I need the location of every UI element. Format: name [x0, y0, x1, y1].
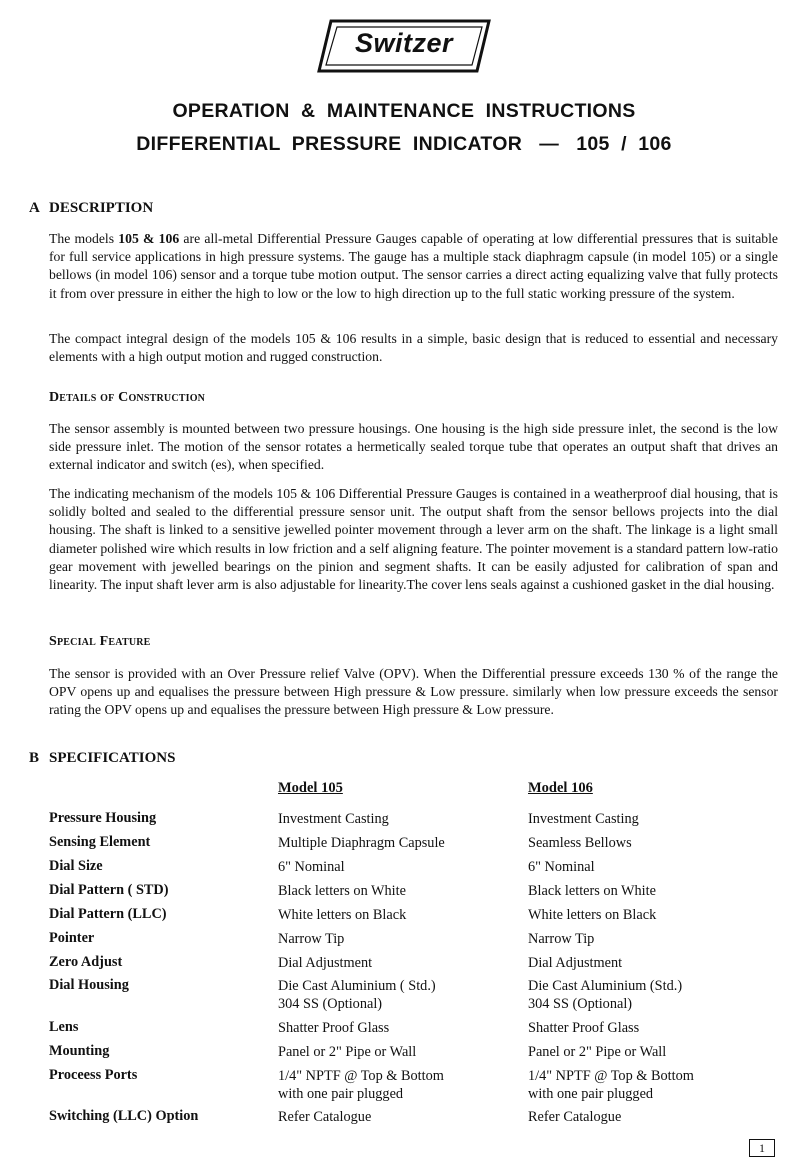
- switzer-logo: [317, 18, 491, 74]
- section-b-letter: B: [29, 750, 40, 766]
- spec-value-106: Refer Catalogue: [528, 1109, 622, 1125]
- section-b-title: SPECIFICATIONS: [49, 750, 176, 766]
- spec-label: Zero Adjust: [49, 954, 123, 970]
- spec-label: Dial Pattern ( STD): [49, 882, 169, 898]
- spec-value-106: Shatter Proof Glass: [528, 1020, 640, 1036]
- spec-value-106: Panel or 2" Pipe or Wall: [528, 1044, 667, 1060]
- section-a-letter: A: [29, 200, 40, 216]
- p1-lead: The models: [49, 231, 119, 246]
- page-number: 1: [749, 1139, 775, 1157]
- logo-text: Switzer: [354, 28, 454, 58]
- spec-label: Dial Housing: [49, 977, 129, 993]
- p1-models-bold: 105 & 106: [118, 231, 180, 246]
- page-title-line1: OPERATION & MAINTENANCE INSTRUCTIONS: [172, 100, 636, 122]
- spec-label: Dial Pattern (LLC): [49, 906, 167, 922]
- special-feature-paragraph: The sensor is provided with an Over Pressure relief Valve (OPV). When the Differential pressure exceeds 130 % of the range the OPV opens up and equalises the pressure between High pressure & Low pressure. similarly when low pressure exceeds the sensor rating the OPV opens up and equalises the pressure between High pressure & Low pressure.: [49, 666, 778, 718]
- section-a-title: DESCRIPTION: [49, 200, 154, 216]
- spec-value-105: White letters on Black: [278, 907, 407, 923]
- special-feature-heading: Special Feature: [49, 634, 151, 649]
- spec-value-106: Seamless Bellows: [528, 835, 632, 851]
- spec-value-105: Black letters on White: [278, 883, 406, 899]
- spec-value-105: Dial Adjustment: [278, 955, 373, 971]
- model-105-header: Model 105: [278, 780, 343, 796]
- spec-value-106: 1/4" NPTF @ Top & Bottom with one pair plugged: [528, 1068, 694, 1102]
- spec-label: Proceess Ports: [49, 1067, 138, 1083]
- spec-label: Mounting: [49, 1043, 110, 1059]
- spec-label: Pressure Housing: [49, 810, 157, 826]
- spec-value-105: 1/4" NPTF @ Top & Bottom with one pair plugged: [278, 1068, 444, 1102]
- spec-label: Pointer: [49, 930, 95, 946]
- p1-body: are all-metal Differential Pressure Gauges capable of operating at low differential pressures that is suitable for full service applications in high pressure systems. The gauge has a multiple stack diaphragm capsule (in model 105) or a single bellows (in model 106) sensor and a torque tube motion output. The sensor carries a direct acting equalizing valve that fully protects it from over pressure in either the high to low or the low to high direction up to the full static working pressure of the system.: [49, 231, 778, 301]
- spec-label: Sensing Element: [49, 834, 151, 850]
- page-title-line2: DIFFERENTIAL PRESSURE INDICATOR — 105 / 106: [136, 133, 672, 155]
- spec-value-105: Refer Catalogue: [278, 1109, 372, 1125]
- spec-value-106: 6" Nominal: [528, 859, 595, 875]
- spec-value-106: Die Cast Aluminium (Std.) 304 SS (Optional): [528, 978, 683, 1012]
- spec-label: Dial Size: [49, 858, 103, 874]
- description-paragraph-1: [49, 230, 778, 303]
- spec-value-106: Black letters on White: [528, 883, 656, 899]
- spec-value-105: Die Cast Aluminium ( Std.) 304 SS (Optional): [278, 978, 436, 1012]
- construction-paragraph-2: The indicating mechanism of the models 105 & 106 Differential Pressure Gauges is contained in a weatherproof dial housing, that is solidly bolted and sealed to the differential pressure sensor unit. The output shaft from the sensor bellows projects into the dial housing. The shaft is linked to a sensitive jewelled pointer movement through a lever arm on the shaft. The linkage is a light small diameter polished wire which results in low friction and a self aligning feature. The pointer movement is a standard pattern low-ratio gear movement with jewelled bearings on the pinion and segment shafts. It can be easily adjusted for calibration of span and linearity. The input shaft lever arm is also adjustable for linearity.The cover lens seals against a cushioned gasket in the dial housing.: [49, 486, 778, 593]
- construction-heading: Details of Construction: [49, 390, 206, 405]
- spec-value-105: Narrow Tip: [278, 931, 345, 947]
- spec-value-106: White letters on Black: [528, 907, 657, 923]
- description-paragraph-2: The compact integral design of the models 105 & 106 results in a simple, basic design that is reduced to essential and necessary elements with a high output motion and rugged construction.: [49, 331, 778, 365]
- spec-value-105: Investment Casting: [278, 811, 389, 827]
- spec-value-106: Investment Casting: [528, 811, 639, 827]
- spec-value-105: 6" Nominal: [278, 859, 345, 875]
- spec-value-106: Narrow Tip: [528, 931, 595, 947]
- spec-value-105: Panel or 2" Pipe or Wall: [278, 1044, 417, 1060]
- spec-value-105: Multiple Diaphragm Capsule: [278, 835, 445, 851]
- model-106-header: Model 106: [528, 780, 593, 796]
- spec-label: Switching (LLC) Option: [49, 1108, 199, 1124]
- spec-value-105: Shatter Proof Glass: [278, 1020, 390, 1036]
- spec-value-106: Dial Adjustment: [528, 955, 623, 971]
- spec-label: Lens: [49, 1019, 79, 1035]
- construction-paragraph-1: The sensor assembly is mounted between two pressure housings. One housing is the high side pressure inlet, the second is the low side pressure inlet. The motion of the sensor rotates a hermetically sealed torque tube that operates an output shaft that drives an external indicator and switch (es), when specified.: [49, 421, 778, 473]
